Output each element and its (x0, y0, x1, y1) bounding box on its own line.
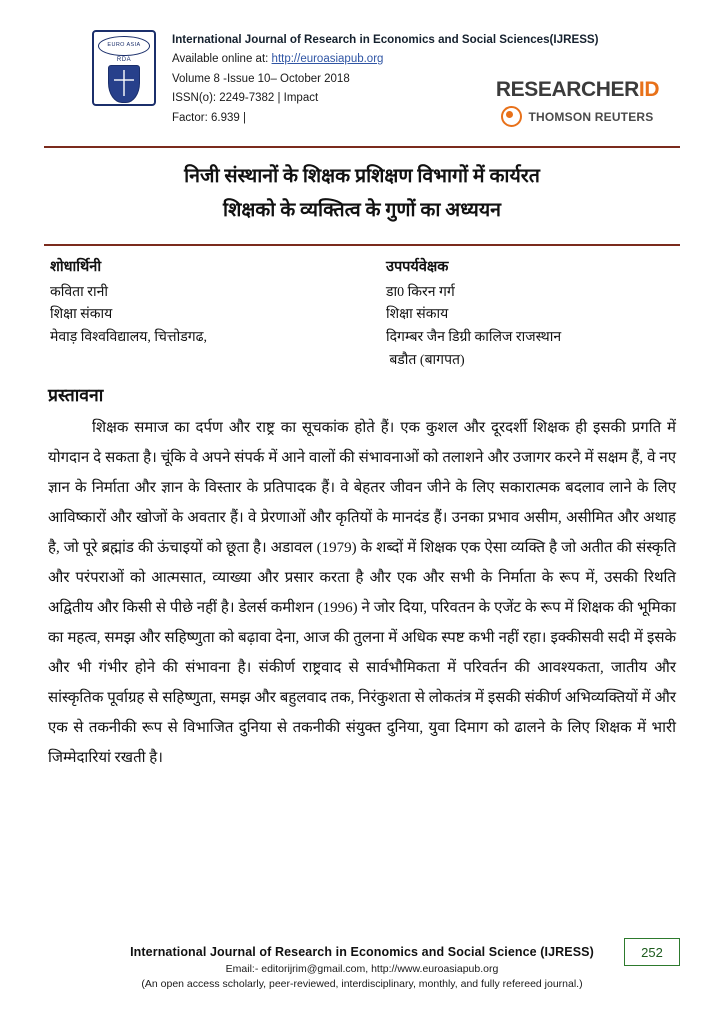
seal-rda-text: RDA (116, 57, 132, 63)
available-online-line (172, 50, 680, 70)
journal-url-link[interactable]: http://euroasiapub.org (271, 52, 384, 65)
author-left-dept: शिक्षा संकाय (50, 307, 113, 323)
id-word: ID (638, 78, 660, 101)
page-title (44, 148, 680, 236)
author-right-institute: दिगम्बर जैन डिग्री कालिज राजस्थान (386, 330, 562, 346)
author-right-role: उपपर्यवेक्षक (386, 259, 449, 276)
researcher-id-logo (475, 78, 680, 127)
title-line-1: निजी संस्थानों के शिक्षक प्रशिक्षण विभागों में कार्यरत (184, 166, 540, 187)
footer-note: (An open access scholarly, peer-reviewed, interdisciplinary, monthly, and fully refereed journal.) (141, 978, 583, 990)
journal-title: International Journal of Research in Economics and Social Sciences(IJRESS) (172, 33, 599, 46)
header-divider-bottom (44, 244, 680, 246)
author-left-institute: मेवाड़ विश्वविद्यालय, चित्तोडगढ, (50, 330, 207, 346)
author-block (44, 256, 680, 350)
section-heading-prastavana: प्रस्तावना (48, 384, 104, 405)
issn-line: ISSN(o): 2249-7382 | Impact (172, 92, 319, 105)
thomson-reuters-logo (475, 106, 680, 127)
author-left-name: कविता रानी (50, 284, 109, 300)
author-left-role: शोधार्थिनी (50, 259, 102, 276)
euro-asia-seal-icon (92, 30, 156, 106)
author-right-institute-line2: बडौत (बागपत) (389, 352, 465, 368)
impact-factor-line: Factor: 6.939 | (172, 112, 246, 125)
journal-logo (92, 30, 158, 108)
thomson-reuters-mark-icon (501, 106, 522, 127)
footer-journal-title: International Journal of Research in Economics and Social Science (IJRESS) (130, 945, 594, 959)
title-line-2: शिक्षको के व्यक्तित्व के गुणों का अध्ययन (223, 200, 501, 222)
author-right-dept: शिक्षा संकाय (386, 307, 449, 323)
footer-email-line: Email:- editorijrim@gmail.com, http://www.euroasiapub.org (225, 963, 499, 975)
volume-issue-line: Volume 8 -Issue 10– October 2018 (172, 72, 350, 85)
shield-icon (108, 65, 140, 103)
available-label: Available online at: (172, 52, 269, 65)
author-right-name: डा0 किरन गर्ग (386, 284, 455, 300)
body-paragraph: शिक्षक समाज का दर्पण और राष्ट्र का सूचकांक होते हैं। एक कुशल और दूरदर्शी शिक्षक ही इसकी प्रगति में योगदान दे सकता है। चूंकि वे अपने संपर्क में आने वालों की संभावनाओं को तलाशने और उजागर करने में सक्षम हैं, वे नए ज्ञान के निर्माता और ज्ञान के विस्तार के प्रतिपादक हैं। वे बेहतर जीवन जीने के लिए सकारात्मक बदलाव लाने के लिए आविष्कारों और खोजों के अवतार हैं। वे प्रेरणाओं और कृतियों के मानदंड हैं। उनका प्रभाव असीम, असीमित और अथाह है, जो पूरे ब्रह्मांड की ऊंचाइयों को छूता है। अडावल (1979) के शब्दों में शिक्षक एक ऐसा व्यक्ति है जो अतीत की संस्कृति और परंपराओं को आत्मसात, व्याख्या और प्रसार करता है और एक और सभी के निर्माता के रूप में, उसकी रिथति अद्वितीय और किसी से पीछे नहीं है। डेलर्स कमीशन (1996) ने जोर दिया, परिवतन के एजेंट के रूप में शिक्षक की भूमिका का महत्व, समझ और सहिष्णुता को बढ़ावा देना, आज की तुलना में अधिक स्पष्ट कभी नहीं रहा। इक्कीसवी सदी में इसके और भी गंभीर होने की संभावना है। संकीर्ण राष्ट्रवाद से सार्वभौमिकता में परिवर्तन की आवश्यकता, जातीय और सांस्कृतिक पूर्वाग्रह से सहिष्णुता, समझ और बहुलवाद तक, निरंकुशता से लोकतंत्र में इसकी संकीर्ण अभिव्यक्तियों में और एक से तकनीकी रूप से विभाजित दुनिया से तकनीकी संयुक्त दुनिया, युवा दिमाग को ढालने के लिए शिक्षक में भारी जिम्मेदारियां रखती है। (48, 419, 676, 766)
page-footer (44, 945, 680, 990)
thomson-reuters-label: THOMSON REUTERS (528, 109, 654, 124)
author-right (362, 256, 680, 350)
page-number-badge: 252 (624, 938, 680, 966)
author-left (44, 256, 362, 350)
researcher-word: RESEARCHER (495, 78, 639, 101)
seal-ring-text: EURO ASIA (98, 36, 150, 56)
researcher-id-wordmark (475, 78, 680, 102)
page-header (44, 28, 680, 140)
